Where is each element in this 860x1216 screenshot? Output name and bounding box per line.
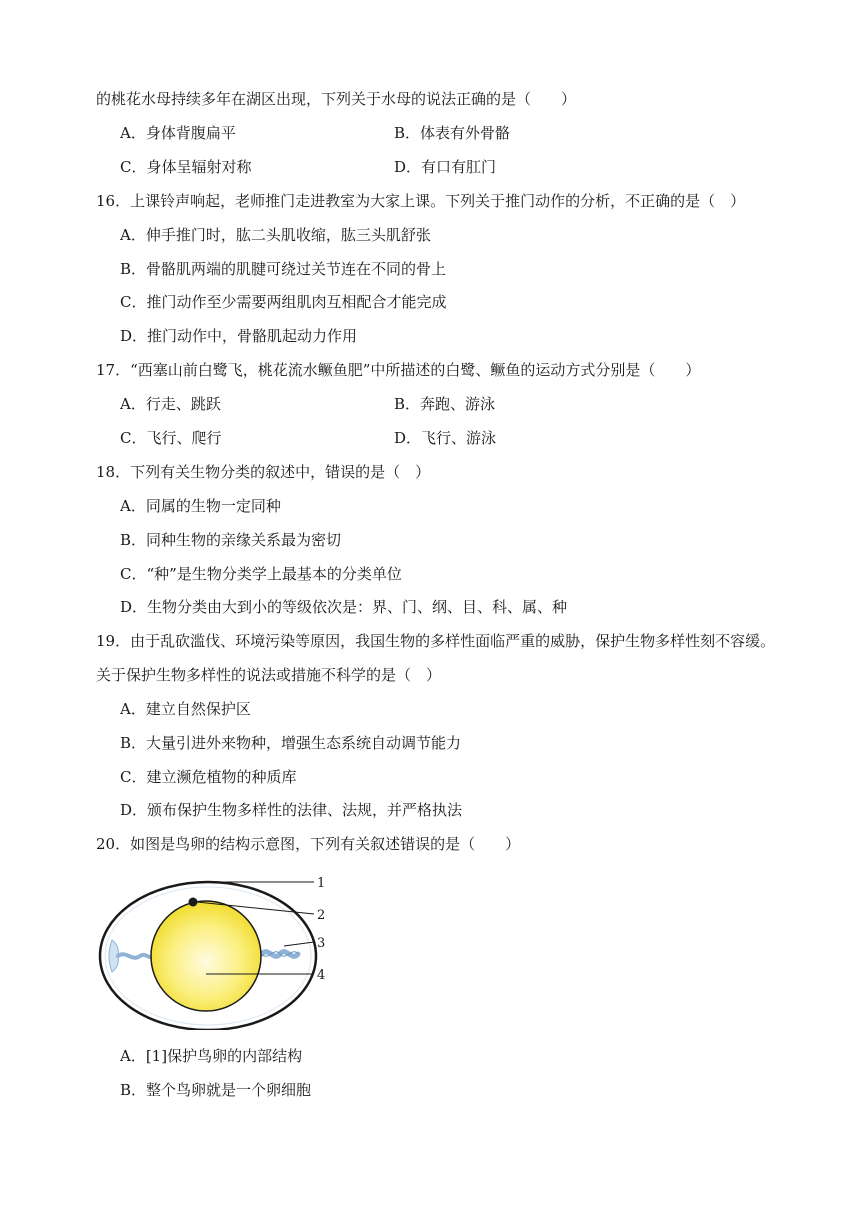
q16-option-b: B．骨骼肌两端的肌腱可绕过关节连在不同的骨上 (120, 260, 447, 278)
egg-yolk (151, 901, 261, 1011)
germinal-disc (189, 898, 198, 907)
q18-option-a: A．同属的生物一定同种 (120, 497, 281, 515)
figure-label-2: 2 (317, 908, 326, 923)
q17-option-a: A．行走、跳跃 (120, 395, 221, 413)
q19-option-b: B．大量引进外来物种，增强生态系统自动调节能力 (120, 734, 462, 752)
q16-option-c: C．推门动作至少需要两组肌肉互相配合才能完成 (120, 293, 447, 311)
q18-option-b: B．同种生物的亲缘关系最为密切 (120, 531, 342, 549)
q15-option-d: D．有口有肛门 (394, 158, 497, 176)
q19-option-a: A．建立自然保护区 (120, 700, 251, 718)
q17-option-c: C．飞行、爬行 (120, 429, 222, 447)
q17-option-d: D．飞行、游泳 (394, 429, 497, 447)
figure-label-4: 4 (317, 968, 326, 983)
q16-option-d: D．推门动作中，骨骼肌起动力作用 (120, 327, 358, 345)
q19-stem-line1: 19．由于乱砍滥伐、环境污染等原因，我国生物的多样性面临严重的威胁，保护生物多样性刻不容缓。 (96, 632, 776, 650)
q20-option-b: B．整个鸟卵就是一个卵细胞 (120, 1081, 312, 1099)
bird-egg-diagram (96, 870, 336, 1030)
q19-stem-line2: 关于保护生物多样性的说法或措施不科学的是（ ） (96, 666, 442, 684)
q18-option-d: D．生物分类由大到小的等级依次是：界、门、纲、目、科、属、种 (120, 598, 568, 616)
q19-option-c: C．建立濒危植物的种质库 (120, 768, 297, 786)
bird-egg-diagram-svg (96, 870, 336, 1030)
q16-stem: 16．上课铃声响起，老师推门走进教室为大家上课。下列关于推门动作的分析，不正确的是（ ） (96, 192, 746, 210)
q15-option-b: B．体表有外骨骼 (394, 124, 511, 142)
q15-stem-continued: 的桃花水母持续多年在湖区出现，下列关于水母的说法正确的是（ ） (96, 90, 577, 108)
q19-option-d: D．颁布保护生物多样性的法律、法规，并严格执法 (120, 801, 463, 819)
q20-stem: 20．如图是鸟卵的结构示意图，下列有关叙述错误的是（ ） (96, 835, 521, 853)
q18-option-c: C．“种”是生物分类学上最基本的分类单位 (120, 565, 402, 583)
figure-label-1: 1 (317, 876, 326, 891)
q17-stem: 17．“西塞山前白鹭飞，桃花流水鳜鱼肥”中所描述的白鹭、鳜鱼的运动方式分别是（ ） (96, 361, 701, 379)
q20-option-a: A．[1]保护鸟卵的内部结构 (120, 1047, 303, 1065)
q15-option-c: C．身体呈辐射对称 (120, 158, 252, 176)
q18-stem: 18．下列有关生物分类的叙述中，错误的是（ ） (96, 463, 431, 481)
q16-option-a: A．伸手推门时，肱二头肌收缩，肱三头肌舒张 (120, 226, 431, 244)
q15-option-a: A．身体背腹扁平 (120, 124, 236, 142)
figure-label-3: 3 (317, 936, 326, 951)
q17-option-b: B．奔跑、游泳 (394, 395, 496, 413)
